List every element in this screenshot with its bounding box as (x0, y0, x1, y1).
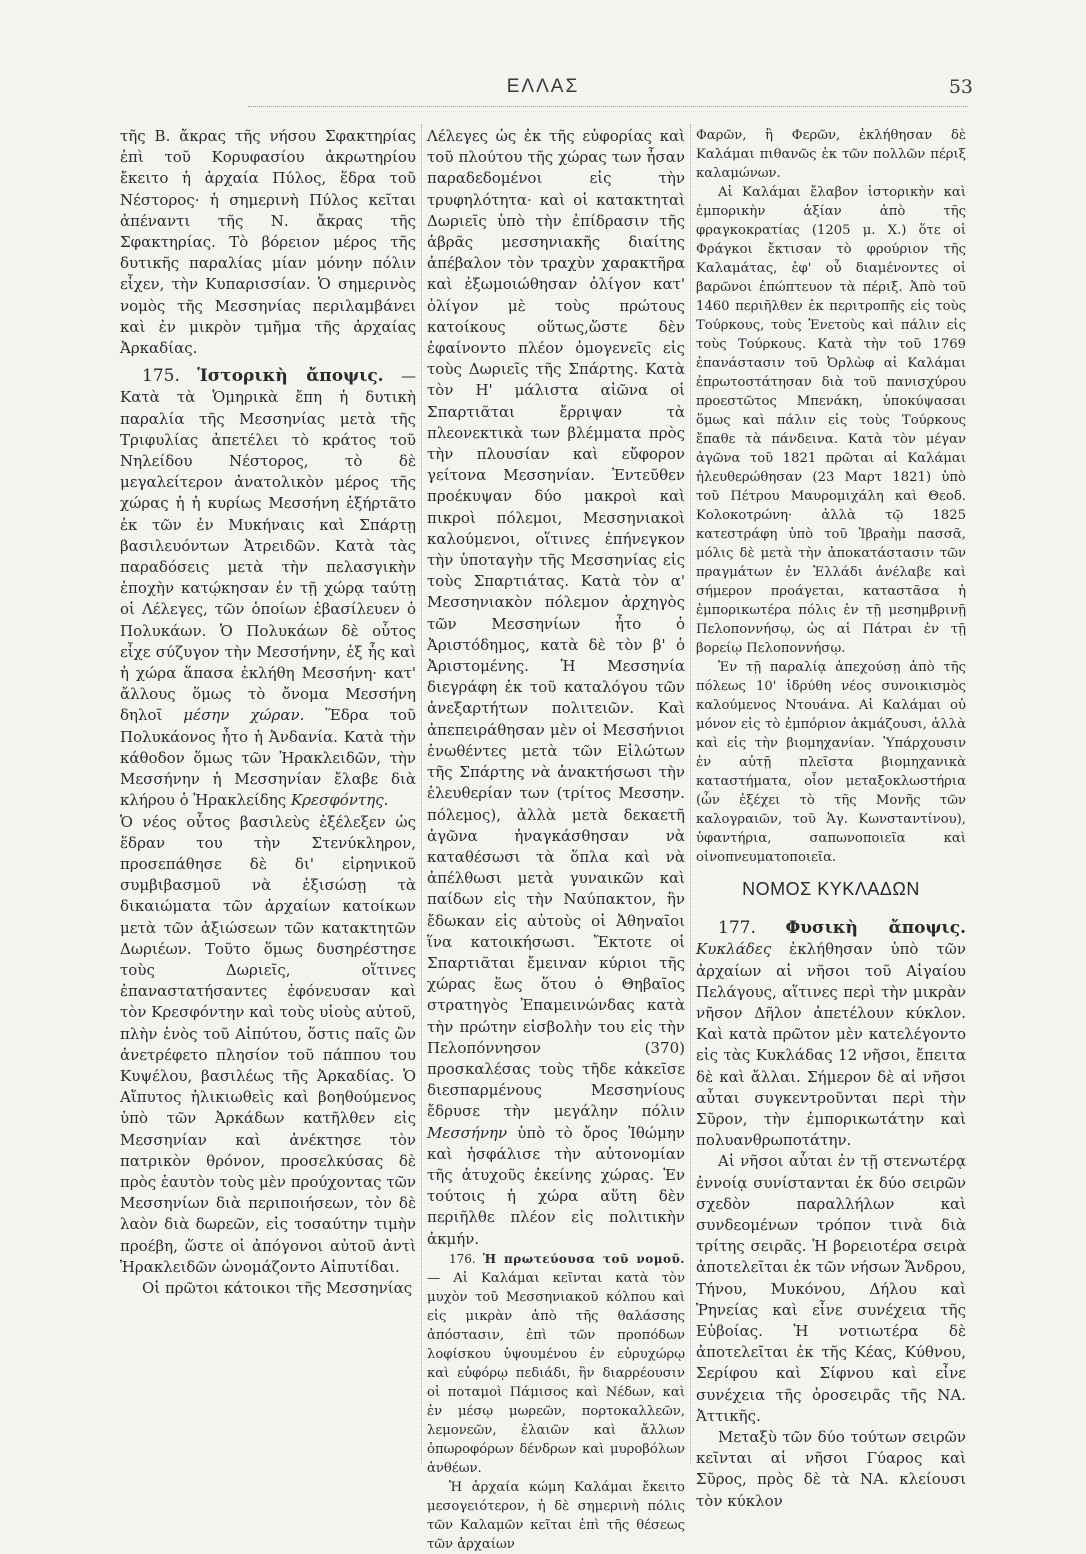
section-title: Ἡ πρωτεύουσα τοῦ νομοῦ. (482, 1251, 685, 1266)
paragraph: τῆς Β. ἄκρας τῆς νήσου Σφακτηρίας ἐπὶ τοῦ Κορυφασίου ἀκρωτηρίου ἔκειτο ἡ ἀρχαία Πύλος, ἕδρα τοῦ Νέστορος· ἡ σημερινὴ Πύλος κεῖται ἀπέναντι τῆς Ν. ἄκρας τῆς Σφακτηρίας. Τὸ βόρειον μέρος τῆς δυτικῆς παραλίας μίαν μόνην πόλιν εἶχεν, τὴν Κυπαρισσίαν. Ὁ σημερινὸς νομὸς τῆς Μεσσηνίας περιλαμβάνει καὶ ἐν μικρὸν τμῆμα τῆς ἀρχαίας Ἀρκαδίας. (120, 127, 416, 358)
paragraph: Ὁ νέος οὗτος βασιλεὺς ἐξέλεξεν ὡς ἕδραν του τὴν Στενύκληρον, προσεπάθησε δὲ δι' εἰρηνικοῦ συμβιβασμοῦ νὰ ἐξισώσῃ τὰ δικαιώματα τῶν ἀρχαίων κατοίκων μετὰ τῶν ἀξιώσεων τῶν κατακτητῶν Δωριέων. Τοῦτο ὅμως δυσηρέστησε τοὺς Δωριεῖς, οἵτινες ἐπαναστατήσαντες ἐφόνευσαν καὶ τὸν Κρεσφόντην καὶ τοὺς υἱοὺς αὐτοῦ, πλὴν ἑνὸς τοῦ Αἰπύτου, ὅστις παῖς ὢν ἀνετρέφετο πλησίον τοῦ πάππου του Κυψέλου, βασιλέως τῆς Ἀρκαδίας. Ὁ Αἴπυτος ἡλικιωθεὶς καὶ βοηθούμενος ὑπὸ τῶν Ἀρκάδων κατῆλθεν εἰς Μεσσηνίαν καὶ ἀνέκτησε τὸν πατρικὸν θρόνον, προσελκύσας δὲ πρὸς ἑαυτὸν τοὺς μὲν προύχοντας τῶν Μεσσηνίων διὰ περιποιήσεων, τὸν δὲ λαὸν διὰ δωρεῶν, εἰς τοσαύτην τιμὴν προέβη, ὥστε οἱ ἀπόγονοι αὐτοῦ ἀντὶ Ἡρακλειδῶν ὠνομάζοντο Αἰπυτίδαι. (120, 812, 417, 1276)
italic-term: Μεσσήνην (427, 1123, 508, 1142)
section-title: Φυσικὴ ἄποψις. (785, 918, 966, 939)
italic-term: Κυκλάδες (696, 940, 772, 959)
section-text: ἐκλήθησαν ὑπὸ τῶν ἀρχαίων αἱ νῆσοι τοῦ Αἰγαίου Πελάγους, αἵτινες περὶ τὴν μικρὰν νῆσον Δῆλον ἀπετέλουν κύκλον. Καὶ κατὰ πρῶτον μὲν κατελέγοντο εἰς τὰς Κυκλάδας 12 νῆσοι, ἔπειτα δὲ καὶ ἄλλαι. Σήμερον δὲ αἱ νῆσοι αὗται συγκεντροῦνται περὶ τὴν Σῦρον, τὴν ἐμπορικωτάτην καὶ πολυανθρωποτάτην. (696, 940, 966, 1150)
section-number: 176. (449, 1251, 476, 1266)
column-2 (427, 126, 685, 1552)
column-divider (690, 124, 691, 1464)
paragraph: Ἐν τῇ παραλίᾳ ἀπεχούσῃ ἀπὸ τῆς πόλεως 10' ἱδρύθη νέος συνοικισμὸς καλούμενος Ντουάνα. Αἱ Καλάμαι οὐ μόνον εἰς τὸ ἐμπόριον ἀκμάζουσι, ἀλλὰ καὶ εἰς τὴν βιομηχανίαν. Ὑπάρχουσιν ἐν αὐτῇ πλεῖστα βιομηχανικὰ καταστήματα, οἷον μεταξοκλωστήρια (ὧν ἐξέχει τὸ τῆς Μονῆς τῶν καλογραιῶν, τοῦ Ἁγ. Κωνσταντίνου), ὑφαντήρια, σαπωνοποιεῖα καὶ οἰνοπνευματοποιεῖα. (696, 660, 966, 865)
section-175 (120, 366, 416, 811)
paragraph-text: Λέλεγες ὡς ἐκ τῆς εὐφορίας καὶ τοῦ πλούτου τῆς χώρας των ἦσαν παραδεδομένοι εἰς τὴν τρυφηλότητα· καὶ οἱ κατακτηταὶ Δωριεῖς ὑπὸ τὴν ἐπίδρασιν τῆς ἁβρᾶς μεσσηνιακῆς διαίτης ἀπέβαλον τὸν τραχὺν χαρακτῆρα καὶ ἐξωμοιώθησαν ὀλίγον κατ' ὀλίγον μὲ τοὺς πρώτους κατοίκους οὕτως,ὥστε δὲν ἐφαίνοντο πλέον ὁμογενεῖς εἰς τοὺς Δωριεῖς τῆς Σπάρτης. Κατὰ τὸν Η' μάλιστα αἰῶνα οἱ Σπαρτιᾶται ἔρριψαν τὰ πλεονεκτικὰ των βλέμματα πρὸς τὴν πλουσίαν καὶ εὔφορον γείτονα Μεσσηνίαν. Ἐντεῦθεν προέκυψαν δύο μακροὶ καὶ πικροὶ πόλεμοι, Μεσσηνιακοὶ καλούμενοι, οἵτινες ἐπήνεγκον τὴν ὑποταγὴν τῆς Μεσσηνίας εἰς τοὺς Σπαρτιάτας. Κατὰ τὸν α' Μεσσηνιακὸν πόλεμον ἀρχηγὸς τῶν Μεσσηνίων ἦτο ὁ Ἀριστόδημος, κατὰ δὲ τὸν β' ὁ Ἀριστομένης. Ἡ Μεσσηνία διεγράφη ἐκ τοῦ καταλόγου τῶν ἀνεξαρτήτων πολιτειῶν. Καὶ ἀπεπειράθησαν μὲν οἱ Μεσσήνιοι ἑνωθέντες μετὰ τῶν Εἱλώτων τῆς Σπάρτης νὰ ἀνακτήσωσι τὴν ἐλευθερίαν των (τρίτος Μεσσην. πόλεμος), ἀλλὰ μετὰ δεκαετῆ ἀγῶνα ἠναγκάσθησαν νὰ καταθέσωσι τὰ ὅπλα καὶ νὰ ἀπέλθωσι μετὰ γυναικῶν καὶ παίδων εἰς τὴν Ναύπακτον, ἣν ἔδωκαν εἰς αὐτοὺς οἱ Ἀθηναῖοι ἵνα κατοικήσωσι. Ἔκτοτε οἱ Σπαρτιᾶται ἔμειναν κύριοι τῆς χώρας ἕως ὅτου ὁ Θηβαῖος στρατηγὸς Ἐπαμεινώνδας κατὰ τὴν πρώτην εἰσβολὴν του εἰς τὴν Πελοπόννησον (370) προσκαλέσας τοὺς τῆδε κἀκεῖσε διεσπαρμένους Μεσσηνίους ἔδρυσε τὴν μεγάλην πόλιν (427, 127, 685, 1121)
paragraph: Φαρῶν, ἢ Φερῶν, ἐκλήθησαν δὲ Καλάμαι πιθανῶς ἐκ τῶν πολλῶν πέριξ καλαμώνων. (696, 128, 966, 181)
paragraph: Ἡ ἀρχαία κώμη Καλάμαι ἔκειτο μεσογειότερον, ἡ δὲ σημερινὴ πόλις τῶν Καλαμῶν κεῖται ἐπὶ τῆς θέσεως τῶν ἀρχαίων (427, 1479, 685, 1552)
section-177 (696, 918, 966, 1151)
paragraph-text: ὑπὸ τὸ ὄρος Ἰθώμην καὶ ἠσφάλισε τὴν αὐτονομίαν τῆς ἀτυχοῦς ἐκείνης χώρας. Ἐν τούτοις ἡ χώρα αὕτη δὲν περιῆλθε πλέον εἰς πολιτικὴν ἀκμήν. (427, 1123, 685, 1248)
column-3 (696, 126, 966, 1510)
paragraph: Οἱ πρῶτοι κάτοικοι τῆς Μεσσηνίας (142, 1278, 413, 1297)
header-rule (248, 106, 968, 107)
section-number: 175. (142, 366, 180, 387)
section-number: 177. (718, 918, 756, 939)
paragraph: Ἕδρα τοῦ Πολυκάονος ἦτο ἡ Ἀνδανία. Κατὰ τὴν κάθοδον ὅμως τῶν Ἡρακλειδῶν, τὴν Μεσσήνην ἡ Μεσσηνίαν ἔλαβε διὰ κλήρου ὁ Ἡρακλείδης (120, 706, 416, 810)
section-text: — Αἱ Καλάμαι κεῖνται κατὰ τὸν μυχὸν τοῦ Μεσσηνιακοῦ κόλπου καὶ εἰς μικρὰν ἀπὸ τῆς θαλάσσης ἀπόστασιν, ἐπὶ τῶν προπόδων λοφίσκου ὑψουμένου ἐν εὐρυχώρῳ καὶ εὐφόρῳ πεδιάδι, ἣν διαρρέουσιν οἱ ποταμοὶ Πάμισος καὶ Νέδων, καὶ ἐν μέσῳ μωρεῶν, πορτοκαλλεῶν, λεμονεῶν, ἐλαιῶν καὶ ἄλλων ὀπωροφόρων δένδρων καὶ μυροβόλων ἀνθέων. (427, 1270, 685, 1476)
column-1 (120, 126, 416, 1466)
paragraph: Αἱ νῆσοι αὗται ἐν τῇ στενωτέρᾳ ἐννοίᾳ συνίστανται ἐκ δύο σειρῶν σχεδὸν παραλλήλων καὶ συνδεομένων τρόπον τινὰ διὰ τρίτης σειρᾶς. Ἡ βορειοτέρα σειρὰ ἀποτελεῖται ἐκ τῶν νήσων Ἄνδρου, Τήνου, Μυκόνου, Δήλου καὶ Ῥηνείας καὶ εἶνε συνέχεια τῆς Εὐβοίας. Ἡ νοτιωτέρα δὲ ἀποτελεῖται ἐκ τῆς Κέας, Κύθνου, Σερίφου καὶ Σίφνου καὶ εἶνε συνέχεια τῆς ὀροσειρᾶς τῆς ΝΑ. Ἀττικῆς. (696, 1152, 966, 1425)
paragraph: Μεταξὺ τῶν δύο τούτων σειρῶν κεῖνται αἱ νῆσοι Γύαρος καὶ Σῦρος, πρὸς δὲ τὰ ΝΑ. κλείουσι τὸν κύκλον (696, 1428, 966, 1510)
page-number: 53 (948, 76, 973, 98)
section-heading: ΝΟΜΟΣ ΚΥΚΛΑΔΩΝ (742, 879, 920, 899)
page-header (0, 76, 1086, 106)
spacer (120, 359, 416, 366)
italic-term: Κρεσφόντης. (290, 791, 389, 810)
paragraph: Αἱ Καλάμαι ἔλαβον ἱστορικὴν καὶ ἐμπορικὴν ἀξίαν ἀπὸ τῆς φραγκοκρατίας (1205 μ. Χ.) ὅτε οἱ Φράγκοι ἔκτισαν τὸ φρούριον τῆς Καλαμάτας, ἐφ' οὗ διαμένοντες οἱ βαρῶνοι ἐπώπτευον τὰ πέριξ. Ἀπὸ τοῦ 1460 περιῆλθεν ἐκ περιτροπῆς εἰς τοὺς Τούρκους, τοὺς Ἐνετοὺς καὶ πάλιν εἰς τοὺς Τούρκους. Κατὰ τὴν τοῦ 1769 ἐπανάστασιν τοῦ Ὀρλὼφ αἱ Καλάμαι ἐπρωτοστάτησαν διὰ τοῦ πανισχύρου προεστῶτος Μπενάκη, ὑποκύψασαι ὅμως καὶ πάλιν εἰς τοὺς Τούρκους ἔπαθε τὰ πάνδεινα. Κατὰ τὸν μέγαν ἀγῶνα τοῦ 1821 πρῶται αἱ Καλάμαι ἠλευθερώθησαν (23 Μαρτ 1821) ὑπὸ τοῦ Πέτρου Μαυρομιχάλη καὶ Θεοδ. Κολοκοτρώνη· ἀλλὰ τῷ 1825 κατεστράφη ὑπὸ τοῦ Ἰβραὴμ πασσᾶ, μόλις δὲ μετὰ τὴν ἀποκατάστασιν τῶν πραγμάτων ἐν Ἑλλάδι ἀνέλαβε καὶ σήμερον προάγεται, καταστᾶσα ἡ ἐμπορικωτέρα πόλις ἐν τῇ μεσημβρινῇ Πελοποννήσῳ, ὡς αἱ Πάτραι ἐν τῇ βορείῳ Πελοποννήσῳ. (696, 185, 966, 656)
column-divider (421, 124, 422, 1464)
section-title: Ἱστορικὴ ἄποψις. (197, 366, 384, 387)
section-text: — Κατὰ τὰ Ὁμηρικὰ ἔπη ἡ δυτικὴ παραλία τῆς Μεσσηνίας μετὰ τῆς Τριφυλίας ἀπετέλει τὸ κράτος τοῦ Νηλείδου Νέστορος, τὸ δὲ μεγαλείτερον ἀνατολικὸν μέρος τῆς χώρας ἡ ἡ κυρίως Μεσσήνη ἐξήρτᾶτο ἐκ τῶν ἐν Μυκήναις καὶ Σπάρτῃ βασιλευόντων Ἀτρειδῶν. Κατὰ τὰς παραδόσεις μετὰ τὴν πελασγικὴν ἐποχὴν κατῴκησαν ἐν τῇ χώρᾳ ταύτῃ οἱ Λέλεγες, τῶν ὁποίων ἐβασίλευεν ὁ Πολυκάων. Ὁ Πολυκάων δὲ οὗτος εἶχε σύζυγον τὴν Μεσσήνην, ἐξ ἧς καὶ ἡ χώρα ἅπασα ἐκλήθη Μεσσήνη· κατ' ἄλλους ὅμως τὸ ὄνομα Μεσσήνη δηλοῖ (120, 367, 416, 725)
italic-term: μέσην χώραν. (183, 706, 305, 725)
paragraph (427, 126, 685, 1250)
running-title: ΕΛΛΑΣ (506, 76, 580, 97)
section-176 (427, 1250, 685, 1478)
